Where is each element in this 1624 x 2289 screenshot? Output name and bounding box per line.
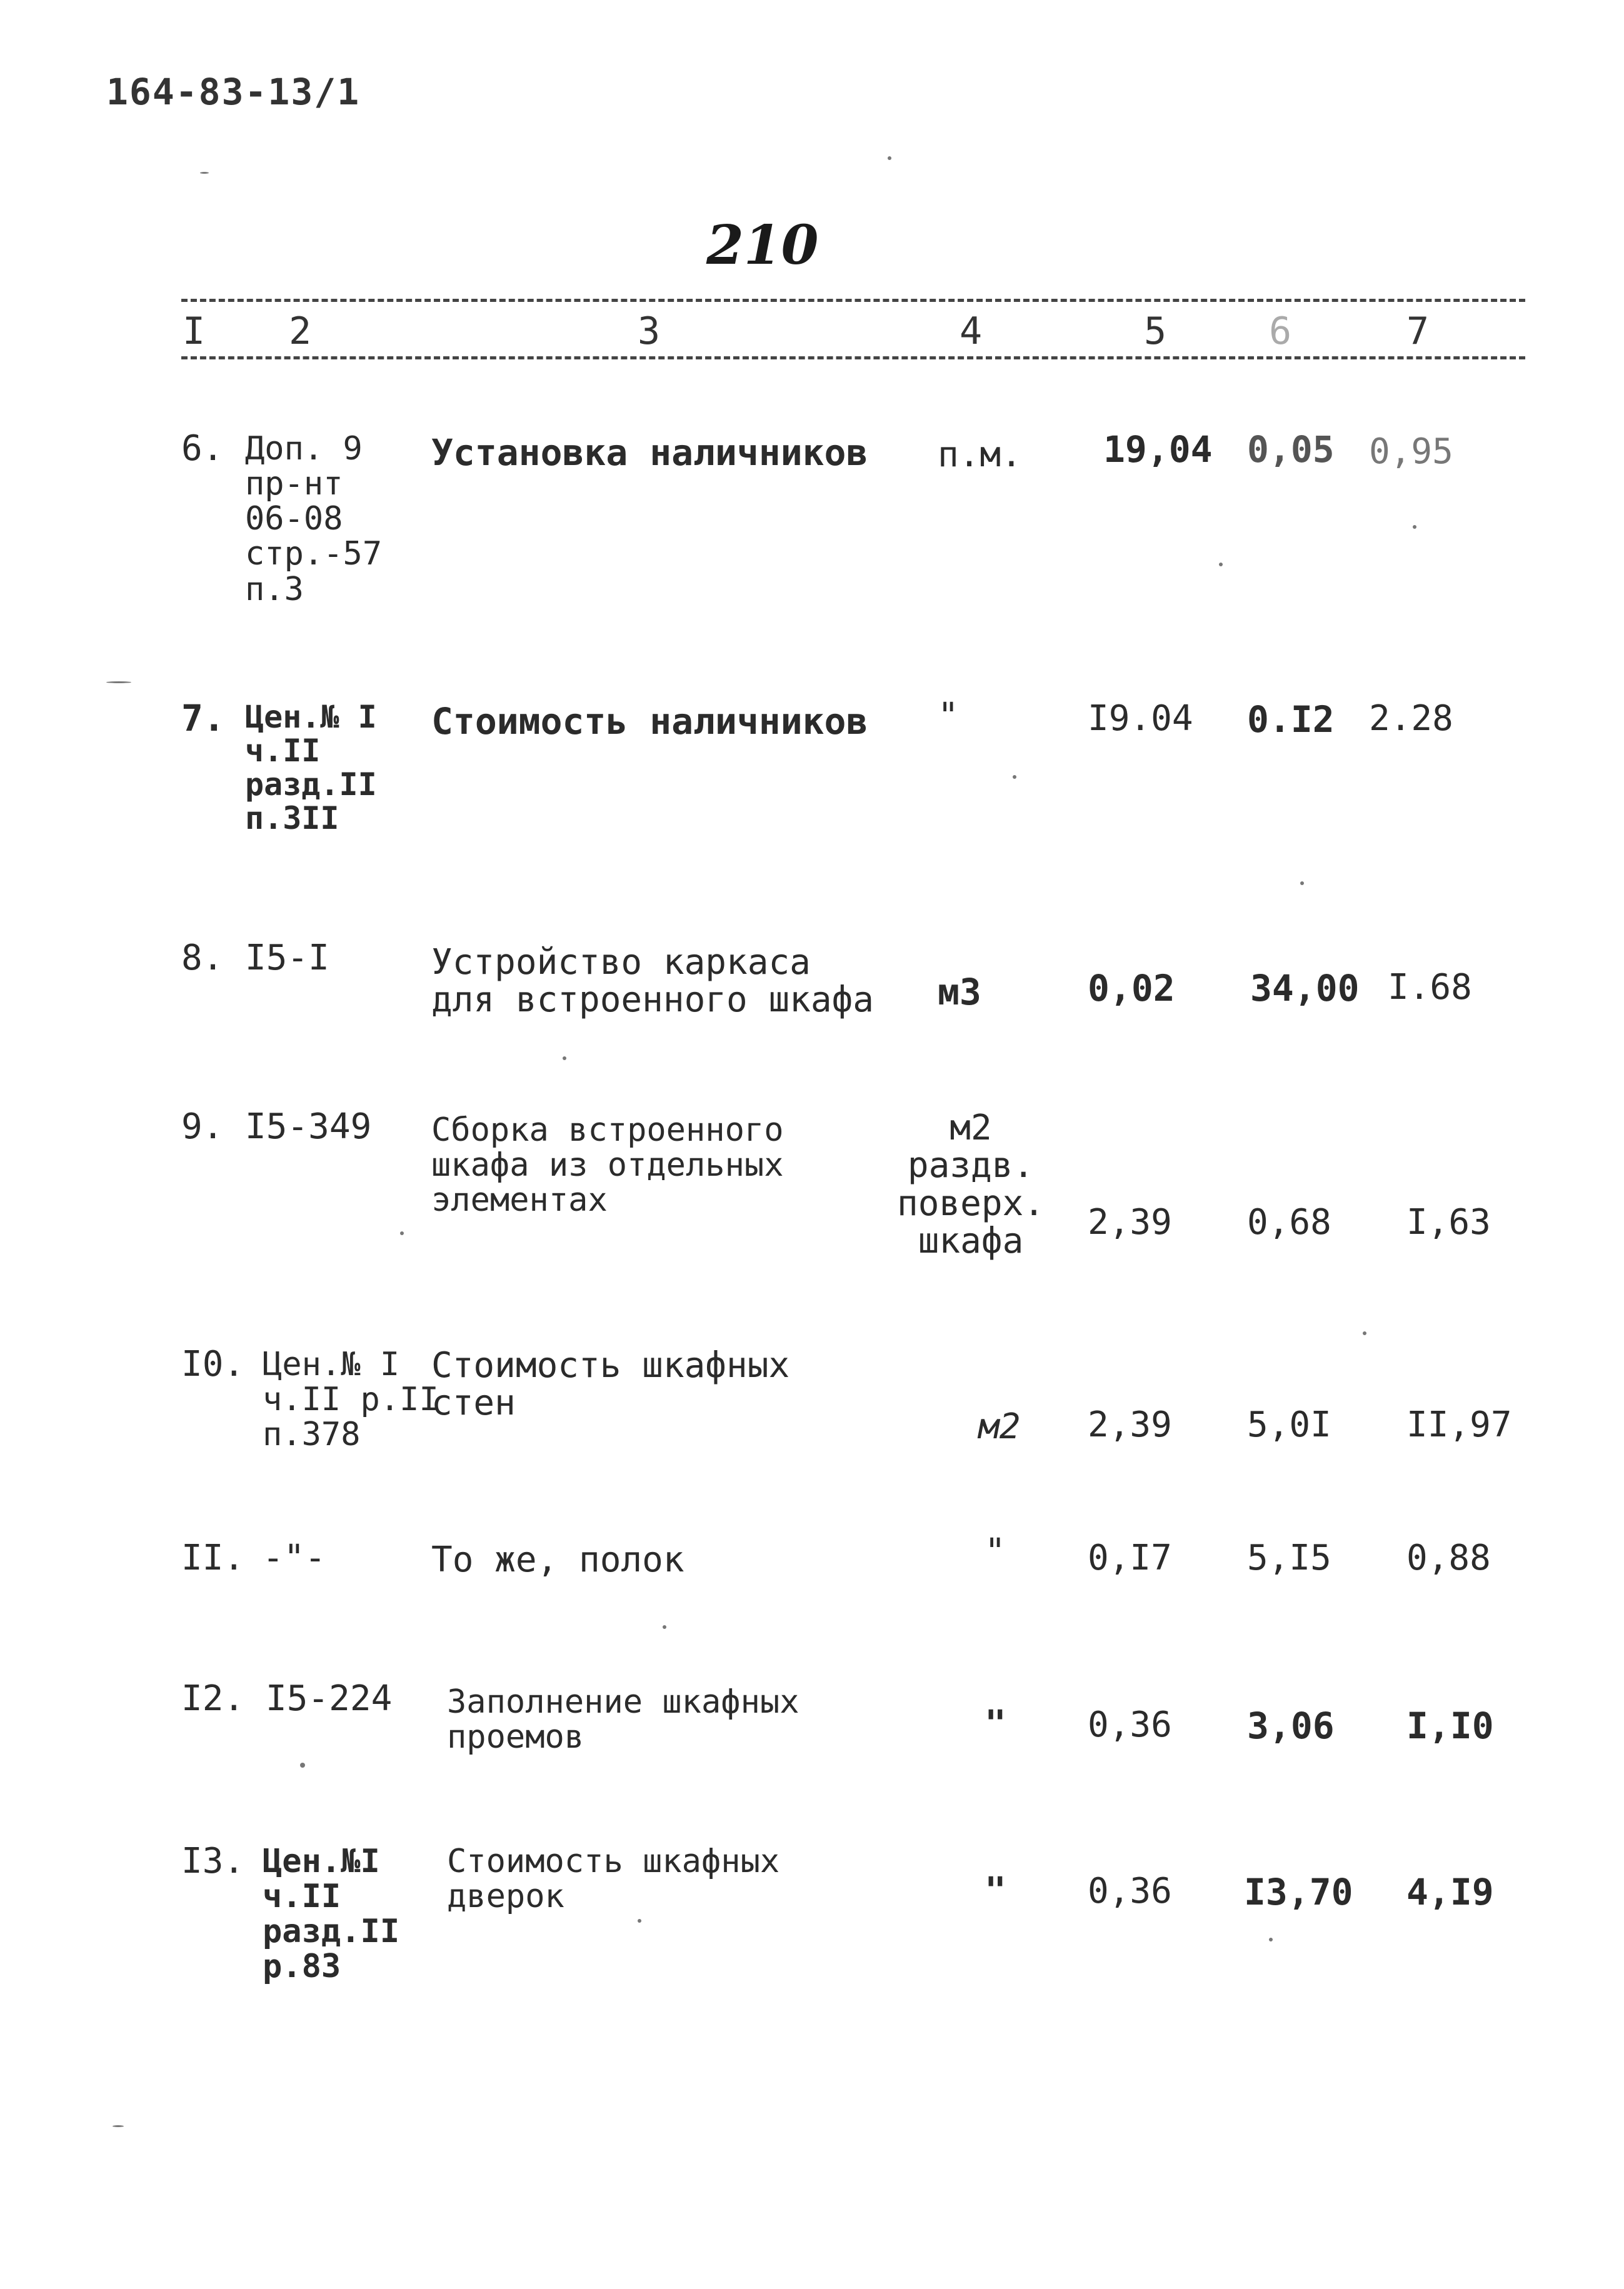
- document-stamp: 164-83-13/1: [106, 71, 361, 113]
- row-8-name: Устройство каркаса для встроенного шкафа: [431, 942, 875, 1021]
- scan-speck: [113, 2125, 124, 2127]
- scan-speck: [563, 1056, 566, 1060]
- header-rule-top: [181, 299, 1525, 302]
- row-7-number: 7.: [181, 697, 225, 739]
- row-6-name: Установка наличников: [431, 431, 868, 474]
- row-10-reference: Цен.№ I ч.II р.II п.378: [263, 1346, 439, 1454]
- row-11-quantity: 0,I7: [1088, 1538, 1172, 1578]
- row-13-name: Стоимость шкафных дверок: [447, 1843, 780, 1916]
- row-6-number: 6.: [181, 428, 224, 469]
- scan-speck: [663, 1625, 666, 1629]
- row-10-price: 5,0I: [1247, 1405, 1331, 1445]
- scan-speck: [638, 1919, 641, 1923]
- row-11-total: 0,88: [1406, 1538, 1491, 1578]
- row-7-quantity: I9.04: [1088, 698, 1193, 739]
- row-13-total: 4,I9: [1406, 1871, 1494, 1913]
- row-10-total: II,97: [1406, 1405, 1512, 1445]
- row-12-name: Заполнение шкафных проемов: [447, 1683, 799, 1756]
- scan-speck: [1413, 525, 1416, 529]
- row-9-number: 9.: [181, 1106, 224, 1147]
- row-9-price: 0,68: [1247, 1202, 1331, 1243]
- row-6-price: 0,05: [1247, 428, 1335, 471]
- row-7-name: Стоимость наличников: [431, 700, 868, 743]
- row-8-reference: I5-I: [245, 938, 329, 978]
- row-13-price: I3,70: [1244, 1871, 1353, 1913]
- row-8-unit: м3: [938, 971, 981, 1013]
- row-11-number: II.: [181, 1538, 245, 1578]
- row-12-price: 3,06: [1247, 1705, 1335, 1747]
- scan-speck: [200, 172, 209, 174]
- row-13-number: I3.: [181, 1841, 245, 1881]
- row-6-total: 0,95: [1369, 431, 1453, 472]
- row-9-name: Сборка встроенного шкафа из отдельных элементах: [431, 1111, 784, 1220]
- column-header-3: 3: [638, 309, 661, 353]
- row-13-quantity: 0,36: [1088, 1871, 1172, 1911]
- row-10-number: I0.: [181, 1344, 245, 1385]
- scan-speck: [1300, 881, 1304, 885]
- column-header-2: 2: [289, 309, 312, 353]
- header-rule-bottom: [181, 356, 1525, 359]
- row-11-price: 5,I5: [1247, 1538, 1331, 1578]
- row-12-number: I2.: [181, 1678, 245, 1719]
- row-10-name: Стоимость шкафных стен: [431, 1345, 790, 1424]
- row-9-quantity: 2,39: [1088, 1202, 1172, 1243]
- row-6-reference: Доп. 9 пр-нт 06-08 стр.-57 п.3: [245, 430, 383, 608]
- row-8-total: I.68: [1388, 967, 1472, 1008]
- column-header-6: 6: [1269, 309, 1292, 353]
- row-12-reference: I5-224: [266, 1678, 393, 1719]
- row-12-total: I,I0: [1406, 1705, 1494, 1747]
- row-7-price: 0.I2: [1247, 698, 1335, 741]
- row-6-unit: п.м.: [938, 434, 1022, 475]
- scan-speck: [1219, 563, 1223, 566]
- row-11-name: То же, полок: [431, 1540, 684, 1580]
- column-header-7: 7: [1406, 309, 1430, 353]
- row-8-quantity: 0,02: [1088, 967, 1175, 1009]
- row-11-reference: -"-: [263, 1538, 326, 1578]
- row-9-reference: I5-349: [245, 1106, 372, 1147]
- row-6-quantity: 19,04: [1103, 428, 1213, 471]
- scan-speck: [1269, 1938, 1273, 1941]
- row-7-total: 2.28: [1369, 698, 1453, 739]
- column-header-1: I: [183, 309, 206, 353]
- row-9-total: I,63: [1406, 1202, 1491, 1243]
- row-10-quantity: 2,39: [1088, 1405, 1172, 1445]
- row-12-quantity: 0,36: [1088, 1705, 1172, 1745]
- column-header-5: 5: [1144, 309, 1167, 353]
- page-number: 210: [706, 214, 819, 277]
- row-10-unit: м2: [978, 1406, 1021, 1447]
- row-7-unit: ": [938, 696, 959, 736]
- scan-speck: [106, 681, 131, 683]
- row-9-unit: м2 раздв. поверх. шкафа: [897, 1108, 1045, 1262]
- scan-speck: [1013, 775, 1016, 779]
- column-header-4: 4: [960, 309, 983, 353]
- row-12-unit: ": [985, 1702, 1006, 1745]
- scan-speck: [300, 1763, 305, 1768]
- scan-speck: [888, 156, 891, 160]
- row-8-number: 8.: [181, 938, 224, 978]
- scan-speck: [400, 1231, 404, 1235]
- row-13-reference: Цен.№I ч.II разд.II р.83: [263, 1843, 400, 1986]
- row-8-price: 34,00: [1250, 967, 1360, 1009]
- row-13-unit: ": [985, 1869, 1006, 1911]
- scan-speck: [1363, 1331, 1366, 1335]
- row-11-unit: ": [985, 1531, 1006, 1572]
- row-7-reference: Цен.№ I ч.II разд.II п.3II: [245, 699, 377, 836]
